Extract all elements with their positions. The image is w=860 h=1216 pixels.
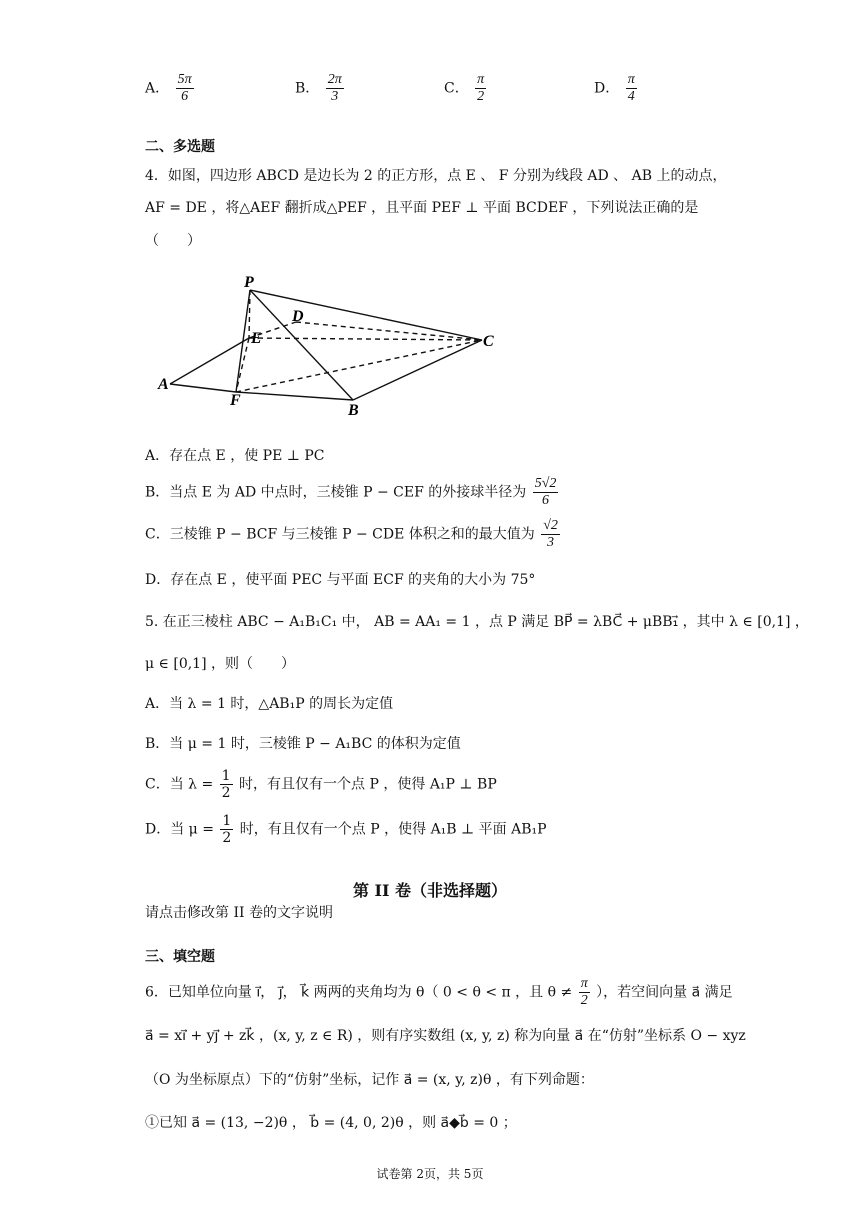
q4-option-d: D．存在点 E ，使平面 PEC 与平面 ECF 的夹角的大小为 75°	[145, 572, 536, 588]
q4-option-b: B．当点 E 为 AD 中点时，三棱锥 P − CEF 的外接球半径为 $\frac{5√2}{6}$	[145, 476, 557, 509]
q5-option-c: C．当 λ = $\frac{1}{2}$ 时，有且仅有一个点 P ，使得 A₁P ⊥ BP	[145, 768, 497, 802]
q5-line2: μ ∈ [0,1] ，则（ ）	[145, 656, 296, 672]
volume-title: 第 II 卷（非选择题）	[352, 881, 508, 900]
label-b: B	[348, 402, 359, 419]
q4-line1: 4．如图，四边形 ABCD 是边长为 2 的正方形，点 E 、 F 分别为线段 AD 、 AB 上的动点，	[145, 168, 727, 184]
page-footer: 试卷第 2页，共 5页	[376, 1167, 484, 1181]
pyramid-figure	[150, 268, 510, 423]
fraction: $\frac{2\pi}{3}$	[327, 72, 342, 105]
q5-line1: 5. 在正三棱柱 ABC − A₁B₁C₁ 中， AB = AA₁ = 1 ，点 P 满足 BP⃗ = λBC⃗ + μBB₁⃗ ，其中 λ ∈ [0,1] ，	[145, 614, 809, 630]
label-d: D	[292, 308, 304, 325]
label-e: E	[251, 330, 262, 347]
fraction: $\frac{\pi}{2}$	[477, 72, 485, 105]
q5-option-b: B．当 μ = 1 时，三棱锥 P − A₁BC 的体积为定值	[145, 736, 461, 752]
fraction: $\frac{5\pi}{6}$	[177, 72, 192, 105]
section-heading-fill-blank: 三、填空题	[145, 949, 215, 965]
q3-option-c: C． $\frac{\pi}{2}$	[444, 72, 485, 105]
q4-paren: （ ）	[145, 233, 201, 249]
q6-line2: a⃗ = xi⃗ + yj⃗ + zk⃗ ，(x, y, z ∈ R) ，则有序实数组 (x, y, z) 称为向量 a⃗ 在“仿射”坐标系 O − xyz	[145, 1028, 746, 1044]
label-f: F	[230, 392, 241, 409]
fraction: $\frac{√2}{3}$	[543, 518, 558, 551]
q4-line2: AF = DE ，将△AEF 翻折成△PEF ，且平面 PEF ⊥ 平面 BCDEF ，下列说法正确的是	[145, 200, 699, 216]
q3-option-a: A． $\frac{5\pi}{6}$	[145, 72, 192, 105]
q5-option-a: A．当 λ = 1 时，△AB₁P 的周长为定值	[145, 696, 394, 712]
q4-option-c: C．三棱锥 P − BCF 与三棱锥 P − CDE 体积之和的最大值为 $\frac{√2}{3}$	[145, 518, 558, 551]
fraction: $\frac{1}{2}$	[222, 813, 232, 847]
fraction: $\frac{\pi}{4}$	[627, 72, 635, 105]
q3-option-b: B． $\frac{2\pi}{3}$	[295, 72, 342, 105]
label-p: P	[244, 274, 254, 291]
label-a: A	[158, 376, 169, 393]
fraction: $\frac{\pi}{2}$	[580, 976, 588, 1009]
q6-line1: 6．已知单位向量 i⃗， j⃗， k⃗ 两两的夹角均为 θ（ 0 < θ < π ，且 θ ≠ $\frac{\pi}{2}$ ），若空间向量 a⃗ 满足	[145, 976, 733, 1009]
q6-line3: （O 为坐标原点）下的“仿射”坐标，记作 a⃗ = (x, y, z)θ ，有下列命题：	[145, 1072, 594, 1088]
q6-line4: ①已知 a⃗ = (13, −2)θ ， b⃗ = (4, 0, 2)θ ，则 a⃗◆b⃗ = 0 ；	[145, 1115, 517, 1131]
q4-option-a: A．存在点 E ，使 PE ⊥ PC	[145, 448, 325, 464]
fraction: $\frac{1}{2}$	[221, 768, 231, 802]
volume-note: 请点击修改第 II 卷的文字说明	[145, 905, 333, 921]
q3-option-d: D． $\frac{\pi}{4}$	[594, 72, 635, 105]
q5-option-d: D．当 μ = $\frac{1}{2}$ 时，有且仅有一个点 P ，使得 A₁B ⊥ 平面 AB₁P	[145, 813, 547, 847]
label-c: C	[483, 333, 494, 350]
fraction: $\frac{5√2}{6}$	[534, 476, 557, 509]
section-heading-multi-choice: 二、多选题	[145, 139, 215, 155]
